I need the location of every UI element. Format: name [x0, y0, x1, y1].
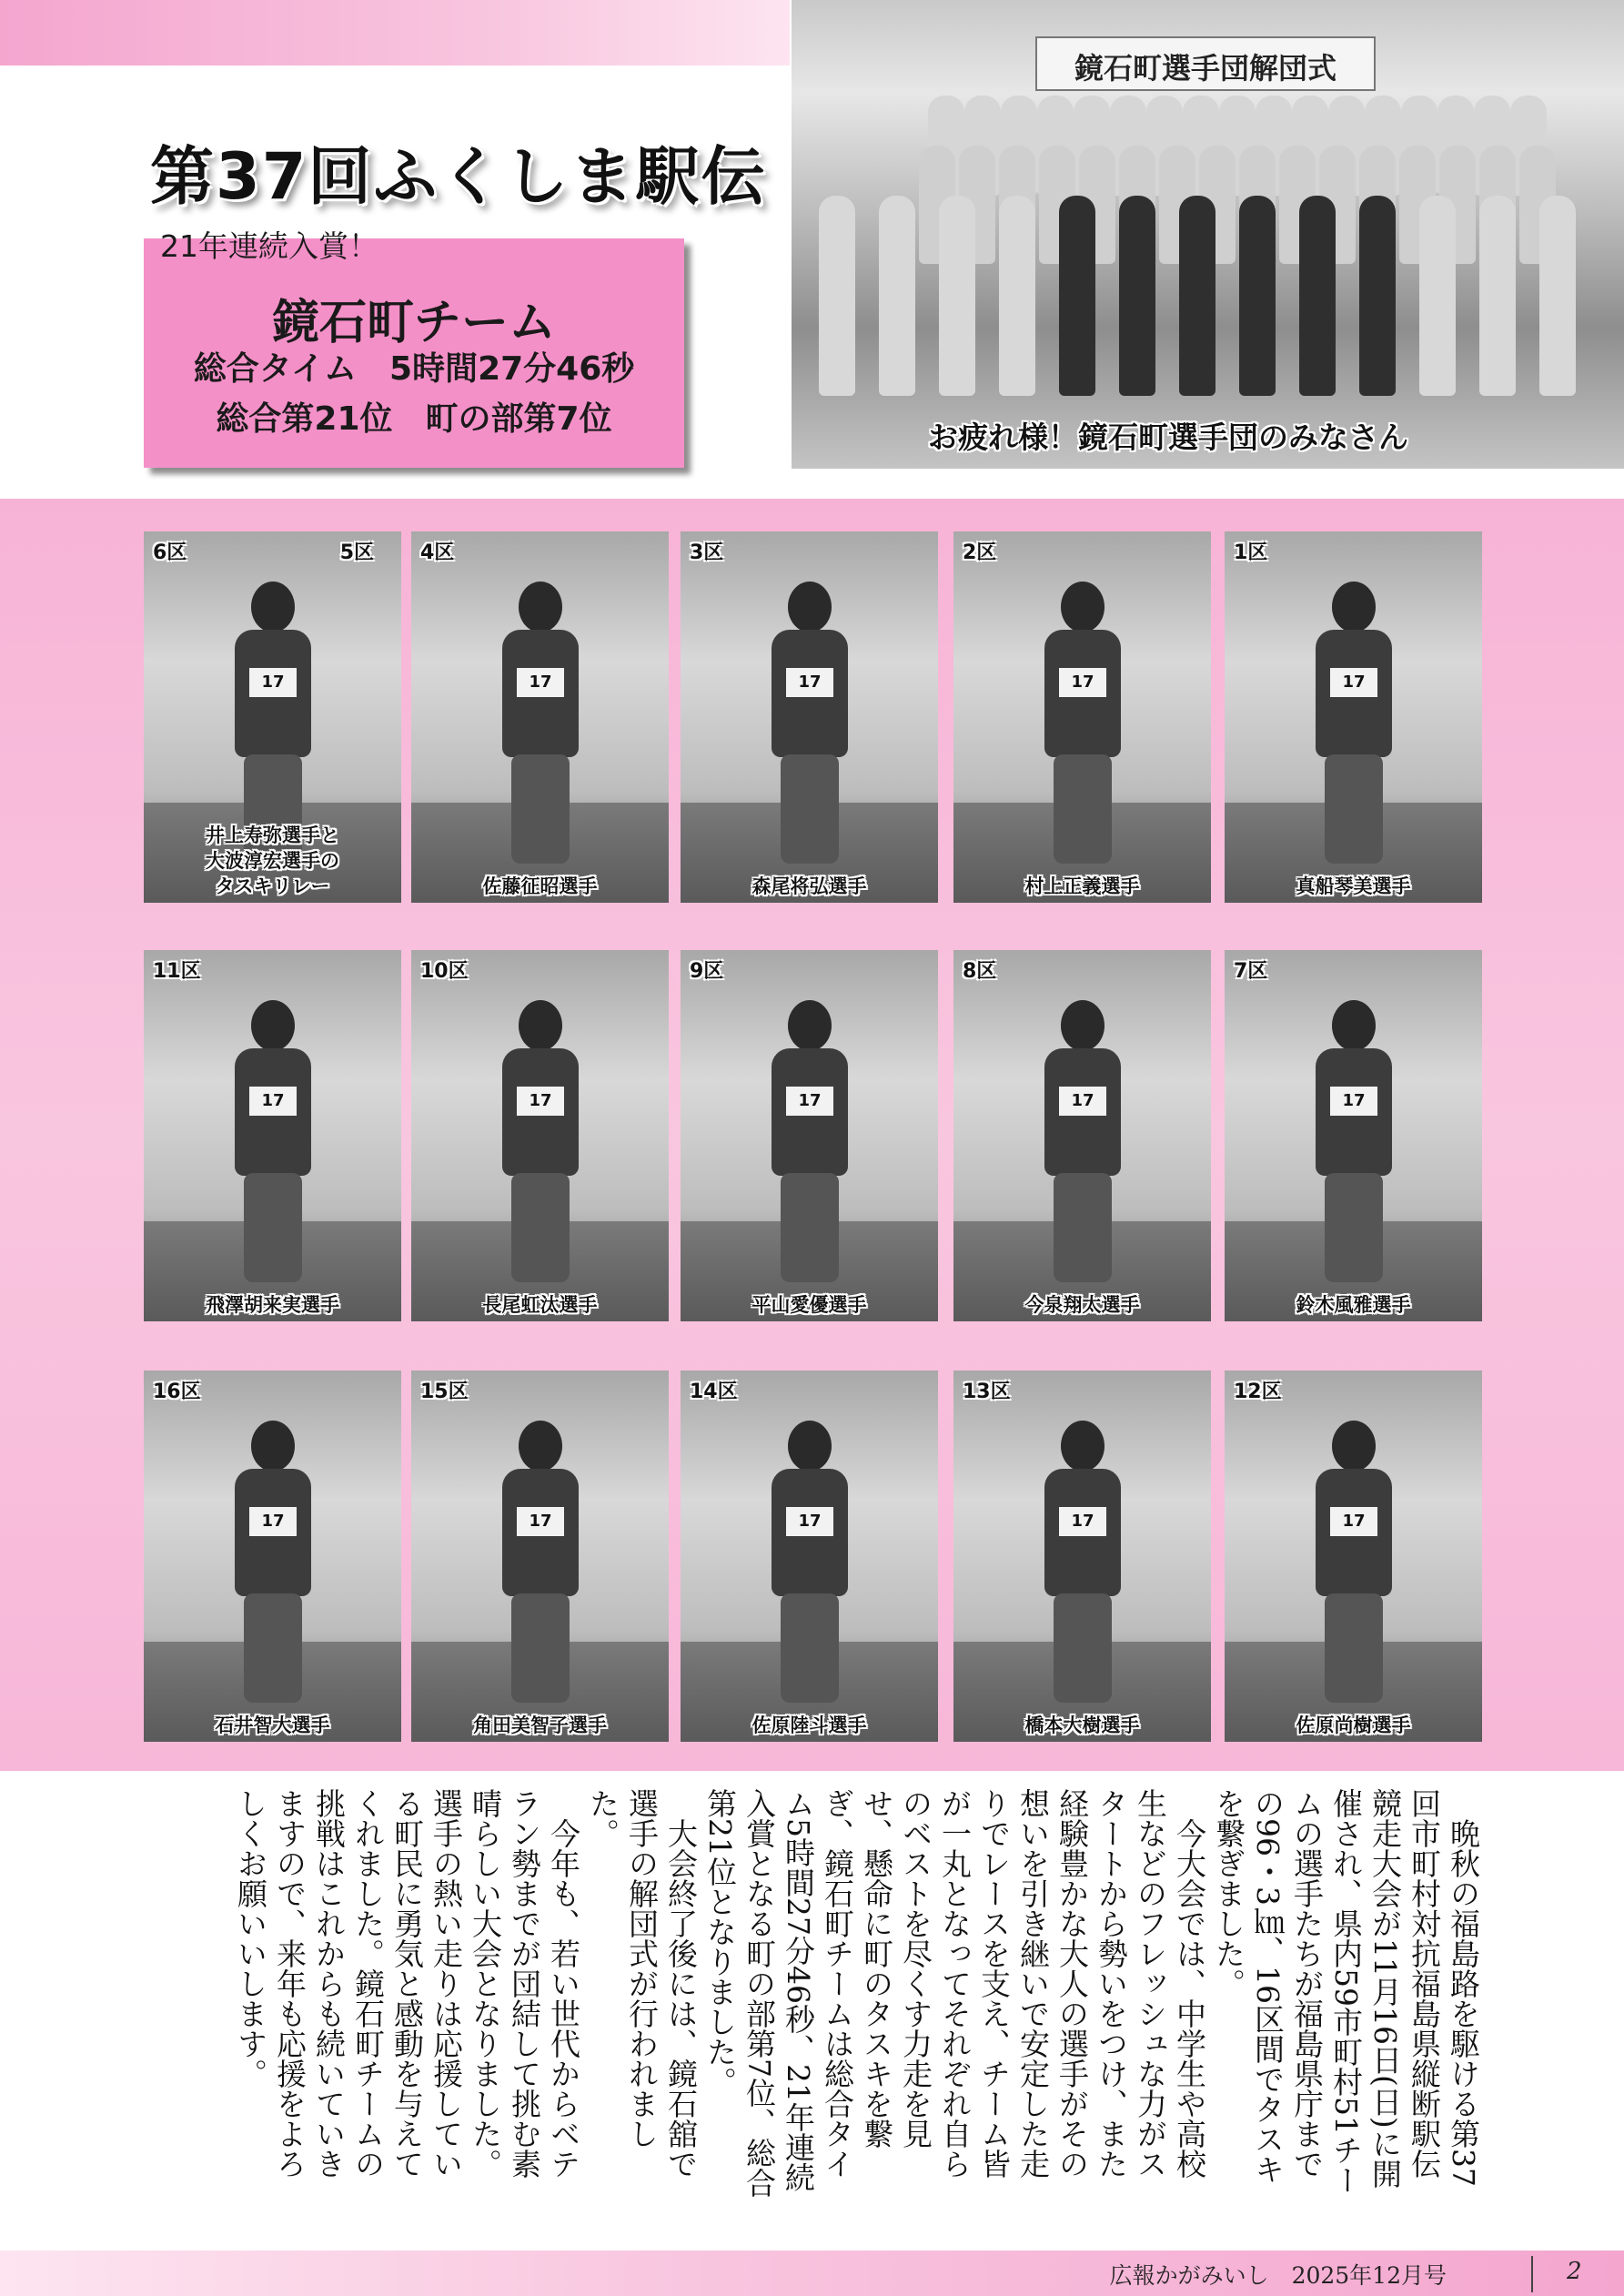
section-label: 10区 [420, 960, 469, 983]
section-label: 16区 [153, 1381, 201, 1403]
race-bib: 17 [249, 668, 297, 697]
runner-caption: 角田美智子選手 [473, 1714, 607, 1736]
runner-photo [1225, 531, 1482, 903]
article-body [127, 1788, 1483, 2202]
race-bib: 17 [1059, 668, 1106, 697]
runner-caption: 佐藤征昭選手 [482, 875, 598, 897]
runner-legs [1325, 1173, 1383, 1282]
runner-caption: 村上正義選手 [1024, 875, 1140, 897]
runner-caption: 今泉翔太選手 [1024, 1294, 1140, 1316]
runner-legs [1054, 1173, 1112, 1282]
runner-legs [244, 1593, 302, 1703]
runner-photo [411, 1371, 669, 1742]
runner-legs [511, 1593, 570, 1703]
runner-caption: 飛澤胡来実選手 [206, 1294, 339, 1316]
race-bib: 17 [786, 1087, 833, 1116]
race-bib: 17 [517, 1087, 564, 1116]
section-label: 5区 [339, 541, 374, 564]
runner-caption: 井上寿弥選手と 大波淳宏選手の タスキリレー [206, 824, 339, 897]
race-bib: 17 [249, 1087, 297, 1116]
section-label: 11区 [153, 960, 201, 983]
runner-caption: 橋本大樹選手 [1024, 1714, 1140, 1736]
runner-photo [681, 531, 938, 903]
group-member [1059, 196, 1095, 396]
team-result-box [144, 238, 684, 468]
runner-caption: 佐原尚樹選手 [1296, 1714, 1411, 1736]
runner-photo [1225, 1371, 1482, 1742]
group-member [999, 196, 1035, 396]
section-label: 15区 [420, 1381, 469, 1403]
section-label: 9区 [690, 960, 724, 983]
group-member [1239, 196, 1276, 396]
runner-head [788, 1421, 832, 1472]
section-label: 6区 [153, 541, 187, 564]
ceremony-banner [1035, 36, 1376, 91]
runner-head [1061, 582, 1105, 632]
runner-head [788, 582, 832, 632]
article-paragraph: 大会終了後には、鏡石舘で選手の解団式が行われました。 [585, 1788, 699, 2179]
runner-photo [681, 1371, 938, 1742]
group-member [1179, 196, 1215, 396]
runner-legs [1325, 754, 1383, 864]
group-member [1299, 196, 1336, 396]
runner-head [251, 1000, 295, 1051]
race-bib: 17 [1330, 1087, 1377, 1116]
runner-caption: 真船琴美選手 [1296, 875, 1411, 897]
runner-head [251, 582, 295, 632]
race-bib: 17 [517, 1507, 564, 1536]
subtitle: 21年連続入賞！ [160, 228, 378, 264]
race-bib: 17 [1059, 1507, 1106, 1536]
runner-head [519, 1421, 562, 1472]
section-label: 14区 [690, 1381, 738, 1403]
race-bib: 17 [1330, 668, 1377, 697]
header-accent-strip [0, 0, 790, 66]
publication-name: 広報かがみいし 2025年12月号 [1109, 2262, 1447, 2289]
race-bib: 17 [517, 668, 564, 697]
runner-head [1332, 582, 1376, 632]
footer-divider [1531, 2256, 1533, 2292]
article-paragraph: 晩秋の福島路を駆ける第37回市町村対抗福島県縦断駅伝競走大会が11月16日(日)に開催され、県内59市町村51チームの選手たちが福島県庁までの96・3㎞、16区間でタスキを繋ぎました。 [1211, 1788, 1481, 2195]
team-total-time: 総合タイム 5時間27分46秒 [193, 350, 635, 388]
runner-head [1332, 1000, 1376, 1051]
runner-photo [953, 1371, 1211, 1742]
group-member [879, 196, 915, 396]
runner-head [251, 1421, 295, 1472]
page-number: 2 [1567, 2258, 1582, 2285]
race-bib: 17 [786, 1507, 833, 1536]
runner-legs [1054, 1593, 1112, 1703]
runner-caption: 石井智大選手 [215, 1714, 330, 1736]
runner-legs [781, 1173, 839, 1282]
runner-head [1061, 1000, 1105, 1051]
runner-caption: 佐原陸斗選手 [751, 1714, 867, 1736]
section-label: 2区 [963, 541, 997, 564]
runner-photo [1225, 950, 1482, 1321]
section-label: 1区 [1234, 541, 1268, 564]
runner-photo [144, 531, 401, 903]
runner-photo [681, 950, 938, 1321]
group-photo-caption: お疲れ様！鏡石町選手団のみなさん [928, 420, 1408, 455]
team-name: 鏡石町チーム [271, 296, 556, 350]
runner-photo [953, 531, 1211, 903]
runner-head [1061, 1421, 1105, 1472]
team-rank: 総合第21位 町の部第7位 [216, 400, 612, 438]
section-label: 13区 [963, 1381, 1011, 1403]
group-member [819, 196, 855, 396]
page-footer [0, 2250, 1624, 2296]
group-member [1479, 196, 1516, 396]
group-member [1419, 196, 1456, 396]
section-label: 3区 [690, 541, 724, 564]
runner-head [788, 1000, 832, 1051]
group-member [1359, 196, 1396, 396]
page-title: 第37回ふくしま駅伝 [150, 139, 767, 214]
race-bib: 17 [1059, 1087, 1106, 1116]
article-paragraph: 今大会では、中学生や高校生などのフレッシュな力がスタートから勢いをつけ、また経験豊かな大人の選手がその想いを引き継いで安定した走りでレースを支え、チーム皆が一丸となってそれぞれ自らのベストを尽くす力走を見せ、懸命に町のタスキを繋ぎ、鏡石町チームは総合タイム5時間27分46秒、21年連続入賞となる町の部第7位、総合第21位となりました。 [702, 1788, 1207, 2198]
runner-photo [144, 950, 401, 1321]
runner-caption: 鈴木風雅選手 [1296, 1294, 1411, 1316]
runner-legs [244, 1173, 302, 1282]
section-label: 12区 [1234, 1381, 1282, 1403]
runner-photo [144, 1371, 401, 1742]
article-paragraph: 今年も、若い世代からベテラン勢までが団結して挑む素晴らしい大会となりました。選手の熱い走りは応援している町民に勇気と感動を与えてくれました。鏡石町チームの挑戦はこれからも続いていきますので、来年も応援をよろしくお願いいします。 [233, 1788, 581, 2179]
section-label: 7区 [1234, 960, 1268, 983]
runner-caption: 平山愛優選手 [751, 1294, 867, 1316]
runner-photo [411, 950, 669, 1321]
runner-legs [781, 754, 839, 864]
runner-head [519, 1000, 562, 1051]
group-member [1539, 196, 1576, 396]
runner-legs [511, 754, 570, 864]
runner-photo [411, 531, 669, 903]
runner-legs [781, 1593, 839, 1703]
section-label: 8区 [963, 960, 997, 983]
group-member [1119, 196, 1155, 396]
ceremony-banner-text: 鏡石町選手団解団式 [1074, 51, 1337, 86]
runner-head [1332, 1421, 1376, 1472]
runner-caption: 長尾虹汰選手 [482, 1294, 598, 1316]
runner-legs [1054, 754, 1112, 864]
runner-caption: 森尾将弘選手 [751, 875, 867, 897]
group-member [939, 196, 975, 396]
race-bib: 17 [249, 1507, 297, 1536]
runner-legs [511, 1173, 570, 1282]
group-photo [792, 0, 1624, 469]
runner-head [519, 582, 562, 632]
section-label: 4区 [420, 541, 455, 564]
race-bib: 17 [786, 668, 833, 697]
runner-photo [953, 950, 1211, 1321]
race-bib: 17 [1330, 1507, 1377, 1536]
runner-legs [1325, 1593, 1383, 1703]
